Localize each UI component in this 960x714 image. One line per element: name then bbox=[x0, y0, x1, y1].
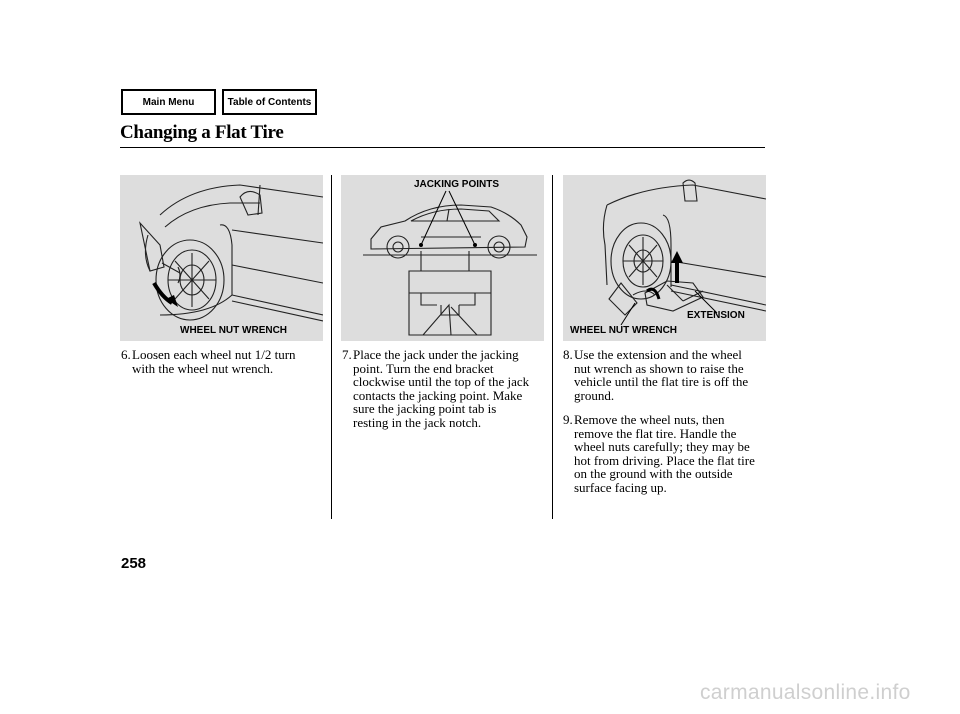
title-divider bbox=[120, 147, 765, 148]
column-divider-2 bbox=[552, 175, 553, 519]
column-divider-1 bbox=[331, 175, 332, 519]
step-number: 8. bbox=[563, 347, 573, 362]
figure-label-extension: EXTENSION bbox=[687, 310, 745, 321]
watermark: carmanualsonline.info bbox=[700, 681, 911, 704]
step-text: Place the jack under the jacking point. Turn the end bracket clockwise until the top of the jack contacts the jacking point. Make sure the jacking point tab is resting in the jack notch. bbox=[353, 347, 530, 430]
step-number: 9. bbox=[563, 412, 573, 427]
step-text: Loosen each wheel nut 1/2 turn with the wheel nut wrench. bbox=[132, 347, 296, 376]
main-menu-button[interactable]: Main Menu bbox=[121, 89, 216, 115]
figure-label-wheel-nut-wrench-2: WHEEL NUT WRENCH bbox=[570, 325, 678, 336]
step-number: 7. bbox=[342, 347, 352, 362]
table-of-contents-button[interactable]: Table of Contents bbox=[222, 89, 317, 115]
illustration-wrench-on-wheel bbox=[120, 175, 323, 341]
figure-label-wheel-nut-wrench: WHEEL NUT WRENCH bbox=[180, 325, 288, 336]
figure-label-jacking-points: JACKING POINTS bbox=[414, 179, 500, 190]
step-text: Remove the wheel nuts, then remove the flat tire. Handle the wheel nuts carefully; they may be hot from driving. Place the flat tire on the ground with the outside surface facing up. bbox=[574, 412, 755, 495]
step-8 bbox=[563, 348, 748, 402]
page-number: 258 bbox=[121, 555, 147, 572]
page-title: Changing a Flat Tire bbox=[120, 122, 284, 143]
step-number: 6. bbox=[121, 347, 131, 362]
step-9 bbox=[563, 413, 755, 494]
step-7 bbox=[342, 348, 529, 429]
figure-jacking-points bbox=[341, 175, 544, 341]
step-text: Use the extension and the wheel nut wrench as shown to raise the vehicle until the flat tire is off the ground. bbox=[574, 347, 749, 403]
step-6 bbox=[121, 348, 296, 375]
illustration-car-jacking-points bbox=[341, 175, 544, 341]
figure-loosen-wheel-nuts bbox=[120, 175, 323, 341]
figure-raise-vehicle bbox=[563, 175, 766, 341]
